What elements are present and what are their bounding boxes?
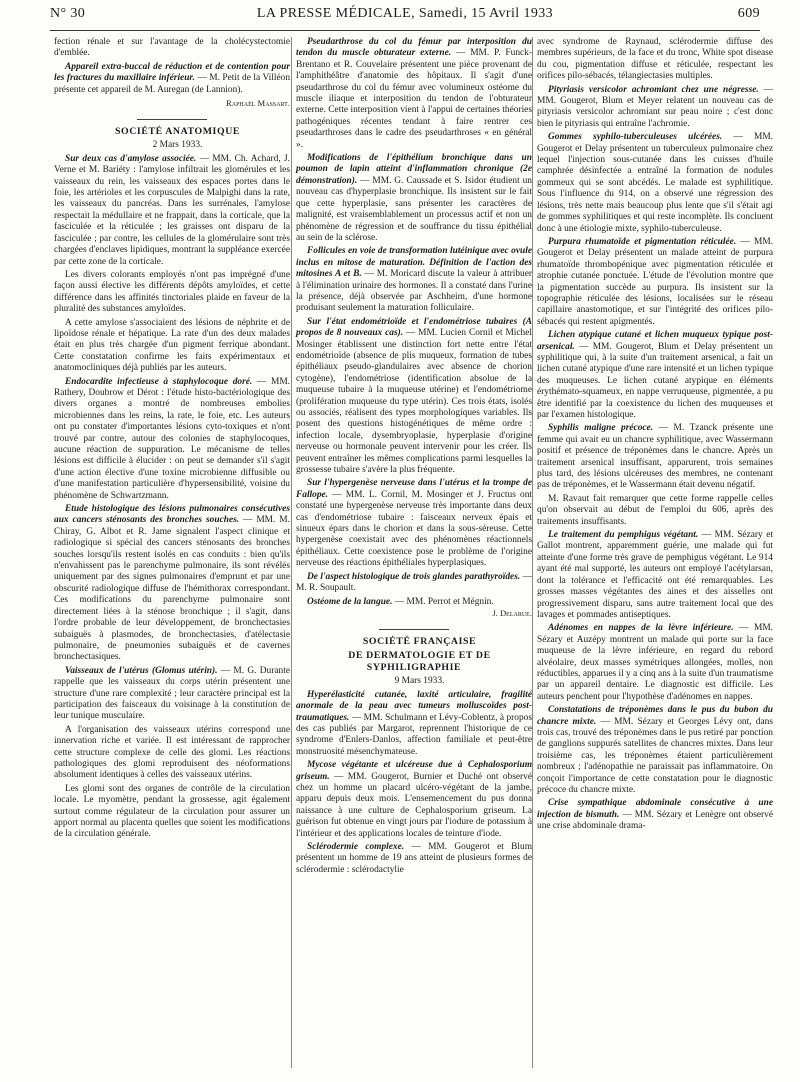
article-title: Modifications de l'épithélium bronchique dans un poumon de lapin atteint d'inflammation chronique (2e démonstration). [296, 153, 532, 186]
article-title: Lichen atypique cutané et lichen muqueux typique post-arsenical. [537, 330, 773, 352]
article-text: — M. G. Durante rappelle que les vaisseaux du corps utérin présentent une structure d'une rare complexité ; leur caractère principal est la participation des faisceaux du voisinage à la constitution de leur tunique musculaire. [54, 665, 290, 722]
article-title: Adénomes en nappes de la lèvre inférieure. [548, 623, 734, 634]
article [537, 798, 773, 832]
article-text: — M. R. Soupault. [296, 571, 533, 594]
paragraph: fection rénale et sur l'avantage de la cholécystectomie d'emblée. [54, 37, 290, 59]
section-title: SOCIÉTÉ ANATOMIQUE [114, 126, 241, 138]
divider [379, 629, 449, 630]
article-text: — MM. Ch. Achard, J. Verne et M. Bariéty : l'amylose infiltrait les glomérules et les vaisseaux du rein, les vaisseaux des espaces portes dans le foie, les artérioles et les corpuscules de Malpighi dans la rate, les vaisseaux du pancréas. Dans les surrénales, l'amylose respectait la médullaire et ne frappait, dans la corticale, que la fasciculée et la réticulée ; les graisses ont disparu de la fasciculée ; par contre, les cellules de la glomérulaire sont très chargées d'enclaves lipidiques, montrant la suppléance exercée par cette zone de la corticale. [54, 153, 290, 267]
article [296, 478, 532, 569]
article [54, 377, 290, 502]
section-title: SOCIÉTÉ FRANÇAISE [362, 636, 477, 648]
article-title: Syphilis maligne précoce. [548, 423, 654, 434]
article [537, 330, 773, 421]
article-title: De l'aspect histologique de trois glandes parathyroïdes. [307, 571, 521, 582]
article [296, 690, 532, 758]
column-middle [296, 37, 532, 878]
article-text: — MM. Gougerot, Burnier et Duché ont observé chez un homme un placard ulcéro-végétant de la jambe, apparu depuis deux mois. L'ensemencement du pus donna naissance à une culture de Cephalosporium griseum. La guérison fut obtenue en vingt jours par l'iodure de potassium à l'intérieur et des applications locales de teinture d'iode. [296, 771, 532, 839]
article-text: — MM. Gougerot et Delay présentent un malade atteint de purpura rhumatoïde thrombopénique avec pigmentation réticulée et atrophie cutanée ponctuée. L'étude de l'évolution montre que la pigmentation succède au purpura. Ils insistent sur la topographie réticulée des lésions, localisées sur le réseau capillaire anastomotique, et sur l'intégrité des orifices pilo-sébacés qui restent apigmentés. [537, 236, 773, 327]
article [296, 37, 532, 151]
article-text: — MM. Gougerot et Blum présentent un homme de 19 ans atteint de plusieurs formes de sclérodermie : sclérodactylie [296, 842, 532, 875]
article-text: — MM. Sézary et Lenègre ont observé une crise abdominale drama- [537, 809, 773, 832]
article-text: — MM. M. Chiray, G. Albot et R. Jame signalent l'aspect clinique et radiologique si spécial des cancers sténosants des bronches souches lorsqu'ils restent isolés en cas conduits : bien qu'ils n'envahissent pas le parenchyme pulmonaire, ils sont révélés uniquement par des signes pulmonaires d'emprunt et par une obscurité radiologique diffuse de l'hémithorax correspondant. Ces modifications du parenchyme pulmonaire sont directement liées à la sténose bronchique ; il s'agit, dans l'ordre probable de leur développement, de bronchectasies subaiguës à plasmodes, de bronchectasies, d'atélectasie pulmonaire, de pneumonies subaiguës et de cavernes bronchectasiques. [54, 515, 290, 663]
article-text: — MM. Gougerot, Blum et Meyer relatent un nouveau cas de pityriasis versicolor achromiant sur peau noire ; c'est donc bien le pityriasis qui entraîne l'achromie. [537, 84, 773, 129]
signature: J. Delarue. [492, 607, 532, 618]
article-title: Constatations de tréponèmes dans le pus du bubon du chancre mixte. [537, 705, 773, 727]
article [296, 153, 532, 244]
column-left [54, 37, 290, 843]
article [296, 842, 532, 876]
article-text: — MM. Schulmann et Lévy-Coblentz, à propos des cas publiés par Margarot, reprennent l'historique de ce syndrome d'Enlers-Danlos, affection familiale et peut-être monstruosité mésenchymateuse. [296, 712, 532, 757]
journal-title: LA PRESSE MÉDICALE, Samedi, 15 Avril 1933 [256, 6, 554, 21]
article-text: — MM. Rathery, Doubrow et Dérot : l'étude histo-bactériologique des divers organes a montré de nombreuses embolies microbiennes dans les reins, la rate, le foie, etc. Les auteurs ont pu constater d'importantes lésions cyto-toxiques et n'ont trouvé par contre, autour des colonies de staphylocoques, aucune réaction de suppuration. Le mécanisme de telles lésions est difficile à élucider : on peut se demander s'il s'agit d'une action élective d'une toxine microbienne diffusible ou d'une manifestation particulière d'hypersensibilité, voisine du phénomène de Schwartzmann. [54, 376, 290, 501]
article-title: Purpura rhumatoïde et pigmentation réticulée. [548, 236, 737, 247]
issue-number: N° 30 [50, 6, 86, 21]
article-title: Etude histologique des lésions pulmonaires consécutives aux cancers sténosants des bronches souches. [54, 504, 290, 526]
article [54, 154, 290, 268]
article-title: Hyperélasticité cutanée, laxité articulaire, fragilité anormale de la peau avec tumeurs molluscoïdes post-traumatiques. [296, 689, 532, 723]
article-title: Vaisseaux de l'utérus (Glomus utérin). [65, 665, 218, 676]
article [537, 132, 773, 235]
article-text: — M. Petit de la Villéon présente cet appareil de M. Auregan (de Lannion). [54, 73, 291, 95]
article [537, 423, 773, 491]
page-header [50, 4, 760, 31]
paragraph: A cette amylose s'associaient des lésions de néphrite et de lipoïdose rénale et hépatique. La rate d'un des deux malades était en plus très chargée d'un pigment ferrique abondant. Cette constatation confirme les faits expérimentaux et anatomocliniques déjà publiés par les auteurs. [54, 317, 290, 374]
article-text: — MM. Sézary et Auzépy montrent un malade qui porte sur la face muqueuse de la lèvre inférieure, en regard du rebord alvéolaire, deux masses symétriques allongées, molles, non réductibles, apparues il y a cinq ans à la suite d'un traumatisme par un appareil dentaire. Le diagnostic est difficile. Les auteurs penchent pour l'hypothèse d'adénomes en nappes. [537, 623, 774, 702]
article-title: Sur deux cas d'amylose associée. [65, 153, 197, 164]
article-text: — MM. L. Cornil, M. Mosinger et J. Fructus ont constaté une hypergenèse nerveuse très importante dans deux cas d'endométriose tubaire : faisceaux nerveux épais et sinueux épars dans le chorion et dans la sous-séreuse. Cette hypergenèse coexistait avec des phénomènes réactionnels épithéliaux. Cette coexistence pose le problème de l'origine nerveuse des réactions épithéliales hyperplasiques. [296, 489, 532, 569]
article [296, 246, 532, 314]
article-title: Sclérodermie complexe. [307, 842, 405, 852]
article [537, 530, 773, 621]
paragraph: Les divers colorants employés n'ont pas imprégné d'une façon aussi élective les différents dépôts amyloïdes, et cette différence dans les affinités tinctoriales plaide en faveur de la pluralité des substances amyloïdes. [54, 269, 290, 315]
article-text: — M. Tzanck présente une femme qui avait eu un chancre syphilitique, avec Wassermann positif et présence de tréponèmes dans le chancre. Après un traitement arsenical insuffisant, apparurent, trois semaines plus tard, des lésions ulcéreuses des membres, ne contenant pas de tréponèmes, et le Wassermann était devenu négatif. [537, 423, 773, 491]
signature: Raphaël Massart. [226, 98, 290, 109]
article [54, 504, 290, 664]
article-title: Pseudarthrose du col du fémur par interposition du tendon du muscle obturateur externe. [296, 37, 532, 59]
article-title: Gommes syphilo-tuberculeuses ulcérées. [548, 132, 723, 143]
article-text: — MM. Lucien Cornil et Michel Mosinger établissent une distinction fort nette entre l'état endométrioïde (absence de plis muqueux, formation de tubes épithéliaux pseudo-glandulaires avec absence de chorion cytogène), l'endométriose (identification absolue de la muqueuse tubaire à la muqueuse utérine) et l'endométriome (prolifération muqueuse du type utérin). Ces trois états, isolés ou associés, réalisent des types morphologiques variables. Ils posent des questions histogénétiques de même ordre : infection locale, dysembryoplasie, hyperplasie d'origine nerveuse ou hormonale peuvent intervenir pour les créer. Ils peuvent entraîner les mêmes complications parmi lesquelles la grossesse tubaire s'avère la plus fréquente. [296, 328, 532, 476]
column-right [537, 37, 773, 835]
article-text: — M. Moricard discute la valeur à attribuer à l'élimination urinaire des hormones. Il a constaté dans l'urine la présence, déjà observée par Aschheim, d'une hormone produisant seulement la maturation folliculaire. [296, 269, 532, 314]
article-title: Mycose végétante et ulcéreuse due à Cephalosporium griseum. [296, 760, 532, 782]
article-title: Sur l'état endométrioïde et l'endométriose tubaires (A propos de 8 nouveaux cas). [296, 316, 532, 339]
paragraph: avec syndrome de Raynaud, sclérodermie diffuse des membres supérieurs, de la face et du tronc, White spot disease du cou, pigmentation diffuse et réticulée, respectant les orifices pilo-sébacés, télangiectasies multiples. [537, 37, 773, 82]
column-divider [291, 37, 292, 1068]
article [296, 572, 532, 595]
article-title: Le traitement du pemphigus végétant. [548, 530, 699, 541]
section-title: DE DERMATOLOGIE ET DE SYPHILIGRAPHIE [348, 650, 491, 674]
article [54, 62, 290, 96]
column-divider [532, 37, 533, 1068]
article-title: Sur l'hypergenèse nerveuse dans l'utérus et la trompe de Fallope. [296, 478, 532, 500]
article [54, 666, 290, 723]
section-date: 2 Mars 1933. [152, 140, 203, 151]
article-title: Pityriasis versicolor achromiant chez une négresse. [548, 84, 759, 95]
paragraph: Les glomi sont des organes de contrôle de la circulation locale. Le myomètre, pendant la grossesse, agit également surtout comme régulateur de la circulation pour assurer un apport normal au placenta quelles que soient les modifications de la circulation générale. [54, 783, 290, 840]
article [537, 705, 773, 796]
section-date: 9 Mars 1933. [394, 676, 445, 687]
paragraph: A l'organisation des vaisseaux utérins correspond une innervation riche et variée. Il est intéressant de rapprocher cette structure complexe de celle des glomi. Les réactions pathologiques des glomi reproduisent des néoformations absolument identiques à celles des vaisseaux utérins. [54, 724, 290, 781]
article-text: — MM. Perrot et Mégnin. [392, 596, 494, 607]
article-title: Appareil extra-buccal de réduction et de contention pour les fractures du maxillaire inférieur. [54, 61, 290, 84]
article-title: Crise sympathique abdominale consécutive à une injection de bismuth. [537, 798, 773, 820]
article-text: — MM. Sézary et Gallot montrent, apparemment guérie, une malade qui fut atteinte d'une forme très grave de pemphigus végétant. Le 914 ayant été mal supporté, les auteurs ont employé l'acétylarsan, dont la tolérance et l'efficacité ont été remarquables. Les grosses masses végétantes des aines et des aisselles ont progressivement disparu, sans autre traitement local que des lavages et pommades antiseptiques. [537, 530, 773, 620]
article-title: Ostéome de la langue. [307, 596, 393, 607]
article-text: — MM. Gougerot et Delay présentent un tuberculeux pulmonaire chez lequel l'injection sous-cutanée dans les cuisses d'huile camphrée désinfectée a entraîné la formation de nodules gommeux qui se sont abcédés. Le malade est syphilitique. Sous l'influence du 914, on a observé une régression des lésions, très nette mais beaucoup plus lente que s'il s'était agi de gommes syphilitiques et qui reste incomplète. Ils concluent donc à une étiologie mixte, syphilo-tuberculeuse. [537, 132, 773, 234]
article-title: Follicules en voie de transformation lutéinique avec ovule inclus en mitose de maturation. Définition de l'action des mitosines A et B. [296, 246, 532, 280]
article [296, 760, 532, 840]
article [537, 623, 773, 703]
article-text: — MM. G. Caussade et S. Isidor étudient un nouveau cas d'hyperplasie bronchique. Ils insistent sur le fait que cette hyperplasie, sans présenter les caractères de malignité, est vraisemblablement un processus actif et non un phénomène de régression et de souffrance du tissu épithélial au sein de la sclérose. [296, 175, 532, 243]
article-title: Endocardite infectieuse à staphylocoque doré. [65, 376, 253, 387]
article-text: — MM. P. Funck-Brentano et R. Couvelaire présentent une pièce provenant de l'amphithéâtre d'anatomie des hôpitaux. Il s'agit d'une pseudarthrose du col du fémur avec volumineux ostéome du muscle iliaque et interposition du tendon de l'obturateur externe. Cette interposition vient à l'appui de certaines théories pathogéniques récentes tendant à faire rentrer ces pseudarthroses dans le cadre des pseudarthroses « en général ». [296, 48, 532, 150]
divider [137, 119, 207, 120]
article [296, 597, 532, 608]
article-text: — MM. Sézary et Georges Lévy ont, dans trois cas, trouvé des tréponèmes dans le pus retiré par ponction de ganglions suppurés satellites de chancres mixtes. Dans leur troisième cas, les tréponèmes étaient particulièrement nombreux ; l'adénopathie ne paraissait pas inflammatoire. On conçoit l'importance de cette constatation pour le diagnostic précoce du chancre mixte. [537, 716, 773, 795]
paragraph: M. Ravaut fait remarquer que cette forme rappelle celles qu'on observait au début de l'emploi du 606, après des traitements insuffisants. [537, 493, 773, 527]
article-text: — MM. Gougerot, Blum et Delay présentent un syphilitique qui, à la suite d'un traitement arsenical, a fait un lichen cutané atypique d'une rare intensité et un lichen typique des muqueuses. Le lichen cutané atypique en éléments érythémato-squameux, en nappe verruqueuse, pigmentée, a pu être identifié par la coexistence du lichen des muqueuses et par l'examen histologique. [537, 341, 773, 420]
article [537, 85, 773, 131]
page-number: 609 [737, 6, 760, 21]
article [537, 237, 773, 328]
article [296, 317, 532, 477]
